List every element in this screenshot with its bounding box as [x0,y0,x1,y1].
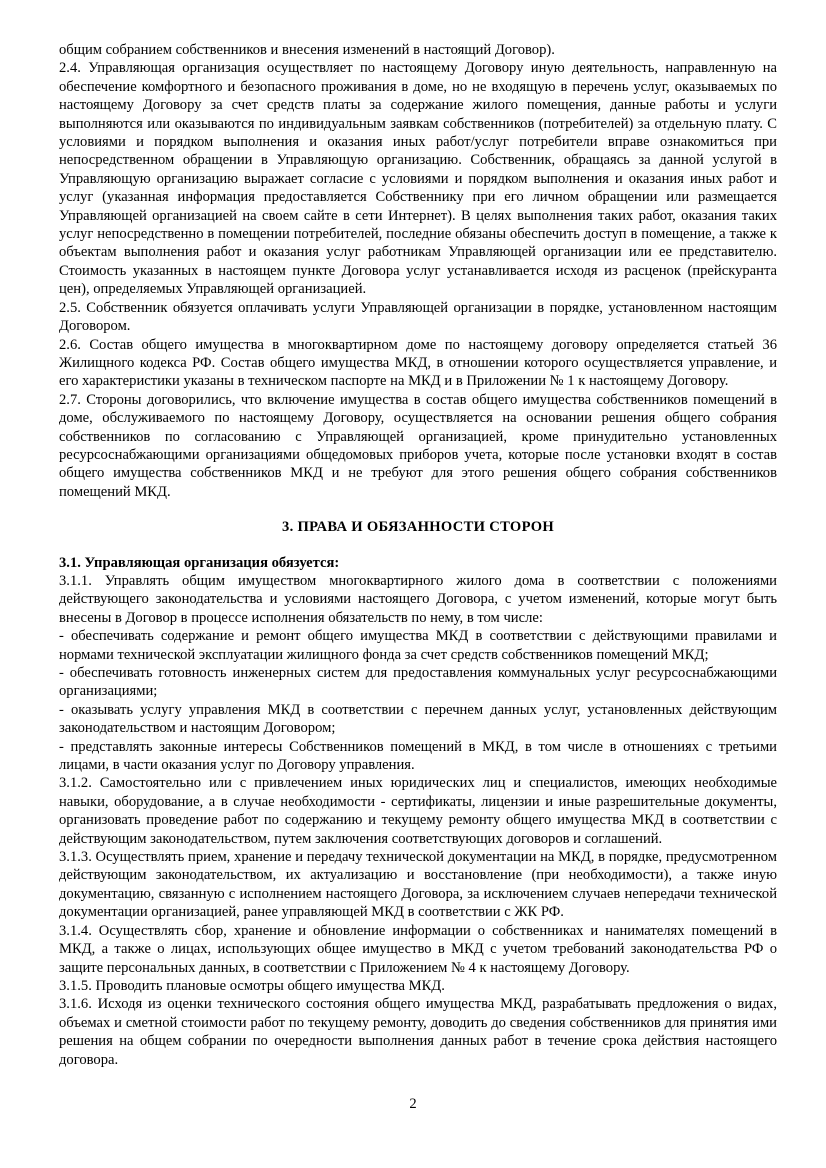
paragraph-3-1-4: 3.1.4. Осуществлять сбор, хранение и обновление информации о собственниках и нанимателях помещений в МКД, а также о лицах, использующих общее имущество в МКД с учетом требований законодательства РФ о защите персональных данных, в соответствии с Приложением № 4 к настоящему Договору. [59,922,777,976]
paragraph-continuation: общим собранием собственников и внесения изменений в настоящий Договор). [59,42,555,58]
subsection-title: 3.1. Управляющая организация обязуется: [59,554,340,571]
paragraph-2-5: 2.5. Собственник обязуется оплачивать услуги Управляющей организации в порядке, установленном настоящим Договором. [59,299,777,335]
list-item: - оказывать услугу управления МКД в соответствии с перечнем данных услуг, установленных действующим законодательством и настоящим Договором; [59,701,777,737]
paragraph-2-7: 2.7. Стороны договорились, что включение имущества в состав общего имущества собственников помещений в доме, обслуживаемого по настоящему Договору, осуществляется на основании решения общего собрания собственников по согласованию с Управляющей организацией, кроме принудительно установленных ресурсоснабжающими организациями общедомовых приборов учета, которые после установки входят в состав общего имущества собственников МКД и не требуют для этого решения общего собрания собственников помещений МКД. [59,391,777,500]
section-title: 3. ПРАВА И ОБЯЗАННОСТИ СТОРОН [282,519,554,536]
paragraph-2-4: 2.4. Управляющая организация осуществляет по настоящему Договору иную деятельность, направленную на обеспечение комфортного и безопасного проживания в доме, но не входящую в перечень услуг, оказываемых по настоящему Договору за счет средств платы за содержание жилого помещения, данные работы и услуги выполняются или оказываются по индивидуальным заявкам собственников (потребителей) за отдельную плату. С условиями и порядком выполнения и оказания иных работ/услуг потребители вправе ознакомиться при непосредственном обращении в Управляющую организацию. Собственник, обращаясь за данной услугой в Управляющую организацию выражает согласие с условиями и порядком выполнения и оказания иных работ и услуг (указанная информация предоставляется Собственнику при его личном обращении или размещается Управляющей организацией на своем сайте в сети Интернет). В целях выполнения таких работ, оказания таких услуг непосредственно в помещении потребителей, последние обязаны обеспечить доступ в помещение, а также к объектам выполнения работ и оказания услуг работникам Управляющей организации или ее представителю. Стоимость указанных в настоящем пункте Договора услуг устанавливается исходя из расценок (прейскуранта цен), определяемых Управляющей организацией. [59,60,777,298]
list-item: - обеспечивать готовность инженерных систем для предоставления коммунальных услуг ресурсоснабжающими организациями; [59,665,777,700]
document-page [59,41,777,1069]
paragraph-3-1-3: 3.1.3. Осуществлять прием, хранение и передачу технической документации на МКД, в порядке, предусмотренном действующим законодательством, их актуализацию и восстановление (при необходимости), а также иную документацию, связанную с исполнением настоящего Договора, за исключением случаев непередачи технической документации организацией, ранее управляющей МКД в соответствии с ЖК РФ. [59,849,777,921]
page-number: 2 [409,1096,417,1112]
paragraph-2-6: 2.6. Состав общего имущества в многоквартирном доме по настоящему договору определяется статьей 36 Жилищного кодекса РФ. Состав общего имущества МКД, в отношении которого осуществляется управление, и его характеристики указаны в техническом паспорте на МКД и в Приложении № 1 к настоящему Договору. [59,336,777,390]
paragraph-3-1-6: 3.1.6. Исходя из оценки технического состояния общего имущества МКД, разрабатывать предложения о видах, объемах и сметной стоимости работ по текущему ремонту, доводить до сведения собственников для принятия ими решения на общем собрании по очередности выполнения данных работ в течение срока действия настоящего договора. [59,996,777,1068]
paragraph-3-1-2: 3.1.2. Самостоятельно или с привлечением иных юридических лиц и специалистов, имеющих необходимые навыки, оборудование, а в случае необходимости - сертификаты, лицензии и иные разрешительные документы, организовать проведение работ по содержанию и текущему ремонту общего имущества МКД в соответствии с действующим законодательством, путем заключения соответствующих договоров и соглашений. [59,775,777,847]
list-item: - представлять законные интересы Собственников помещений в МКД, в том числе в отношениях с третьими лицами, в части оказания услуг по Договору управления. [59,738,777,774]
paragraph-3-1-5: 3.1.5. Проводить плановые осмотры общего имущества МКД. [59,977,445,994]
paragraph-3-1-1: 3.1.1. Управлять общим имуществом многоквартирного жилого дома в соответствии с положениями действующего законодательства и условиями настоящего Договора, с учетом изменений, которые могут быть внесены в Договор в процессе исполнения обязательств по нему, в том числе: [59,572,777,626]
list-item: - обеспечивать содержание и ремонт общего имущества МКД в соответствии с действующими правилами и нормами технической эксплуатации жилищного фонда за счет средств собственников помещений МКД; [59,628,777,663]
